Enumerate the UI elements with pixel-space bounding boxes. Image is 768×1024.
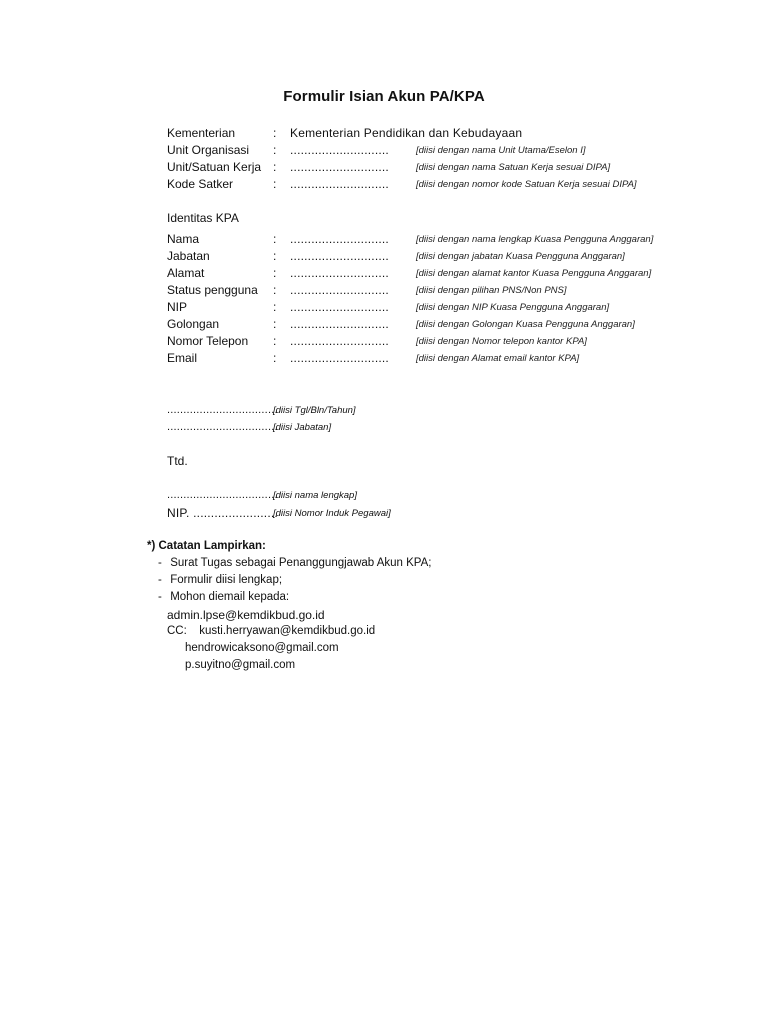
page-title: Formulir Isian Akun PA/KPA (283, 88, 485, 105)
field-value: ............................ (290, 351, 389, 365)
field-row-nip (0, 299, 768, 316)
field-row-unit-organisasi (0, 142, 768, 159)
field-value: ............................ (290, 160, 389, 174)
field-hint: [diisi dengan NIP Kuasa Pengguna Anggaran] (416, 302, 610, 313)
field-value: ............................ (290, 177, 389, 191)
field-row-nama (0, 231, 768, 248)
signature-nip-hint: [diisi Nomor Induk Pegawai] (273, 508, 391, 519)
field-colon: : (273, 143, 277, 157)
field-label: Unit/Satuan Kerja (167, 160, 262, 174)
field-label: Golongan (167, 317, 220, 331)
field-value: ............................ (290, 232, 389, 246)
field-colon: : (273, 334, 277, 348)
field-hint: [diisi dengan Nomor telepon kantor KPA] (416, 336, 587, 347)
field-hint: [diisi dengan nama lengkap Kuasa Pengguna Anggaran] (416, 234, 654, 245)
field-row-alamat (0, 265, 768, 282)
field-colon: : (273, 126, 277, 140)
field-colon: : (273, 177, 277, 191)
field-colon: : (273, 160, 277, 174)
field-row-jabatan (0, 248, 768, 265)
field-hint: [diisi dengan jabatan Kuasa Pengguna Anggaran] (416, 251, 625, 262)
note-item (158, 574, 282, 586)
field-colon: : (273, 249, 277, 263)
field-row-golongan (0, 316, 768, 333)
signature-position-dots: .................................. (167, 421, 278, 433)
field-value: ............................ (290, 249, 389, 263)
field-row-kode-satker (0, 176, 768, 193)
field-value: ............................ (290, 334, 389, 348)
signature-position-hint: [diisi Jabatan] (273, 422, 332, 433)
field-value: ............................ (290, 300, 389, 314)
field-hint: [diisi dengan alamat kantor Kuasa Pengguna Anggaran] (416, 268, 652, 279)
note-text: Mohon diemail kepada: (170, 591, 290, 603)
signature-date-hint: [diisi Tgl/Bln/Tahun] (273, 405, 356, 416)
field-colon: : (273, 351, 277, 365)
note-text: Surat Tugas sebagai Penanggungjawab Akun KPA; (170, 557, 432, 569)
cc-email: kusti.herryawan@kemdikbud.go.id (199, 625, 376, 637)
field-value: ............................ (290, 317, 389, 331)
field-label: Nomor Telepon (167, 334, 249, 348)
signature-date-dots: .................................. (167, 404, 278, 416)
field-value: Kementerian Pendidikan dan Kebudayaan (290, 126, 523, 140)
note-item (158, 557, 432, 569)
field-hint: [diisi dengan pilihan PNS/Non PNS] (416, 285, 567, 296)
signature-name-dots: .................................. (167, 489, 278, 501)
notes-title: *) Catatan Lampirkan: (147, 540, 266, 552)
cc-email: hendrowicaksono@gmail.com (185, 642, 339, 654)
field-label: Unit Organisasi (167, 143, 250, 157)
field-hint: [diisi dengan Alamat email kantor KPA] (416, 353, 580, 364)
field-label: NIP (167, 300, 188, 314)
field-hint: [diisi dengan nama Satuan Kerja sesuai DIPA] (416, 162, 611, 173)
field-label: Kode Satker (167, 177, 234, 191)
field-colon: : (273, 283, 277, 297)
signature-name-hint: [diisi nama lengkap] (273, 490, 357, 501)
field-value: ............................ (290, 143, 389, 157)
field-label: Status pengguna (167, 283, 258, 297)
field-colon: : (273, 266, 277, 280)
field-colon: : (273, 317, 277, 331)
field-label: Nama (167, 232, 200, 246)
field-row-email (0, 350, 768, 367)
note-text: Formulir diisi lengkap; (170, 574, 283, 586)
field-value: ............................ (290, 266, 389, 280)
field-label: Email (167, 351, 198, 365)
signature-ttd-label: Ttd. (167, 454, 188, 468)
field-label: Jabatan (167, 249, 210, 263)
field-label: Alamat (167, 266, 205, 280)
note-dash: - (158, 591, 162, 603)
field-hint: [diisi dengan nama Unit Utama/Eselon I] (416, 145, 586, 156)
field-row-unit-satuan-kerja (0, 159, 768, 176)
note-dash: - (158, 574, 162, 586)
field-hint: [diisi dengan nomor kode Satuan Kerja sesuai DIPA] (416, 179, 637, 190)
note-item (158, 591, 289, 603)
field-colon: : (273, 300, 277, 314)
field-row-kementerian (0, 125, 768, 142)
signature-nip-label: NIP. ........................ (167, 506, 278, 520)
field-row-nomor-telepon (0, 333, 768, 350)
cc-label: CC: (167, 625, 187, 637)
field-label: Kementerian (167, 126, 236, 140)
primary-email: admin.lpse@kemdikbud.go.id (167, 608, 325, 622)
field-row-status-pengguna (0, 282, 768, 299)
section-heading-identitas: Identitas KPA (167, 211, 239, 225)
field-value: ............................ (290, 283, 389, 297)
cc-line (167, 625, 375, 637)
note-dash: - (158, 557, 162, 569)
cc-email: p.suyitno@gmail.com (185, 659, 296, 671)
field-hint: [diisi dengan Golongan Kuasa Pengguna Anggaran] (416, 319, 635, 330)
field-colon: : (273, 232, 277, 246)
